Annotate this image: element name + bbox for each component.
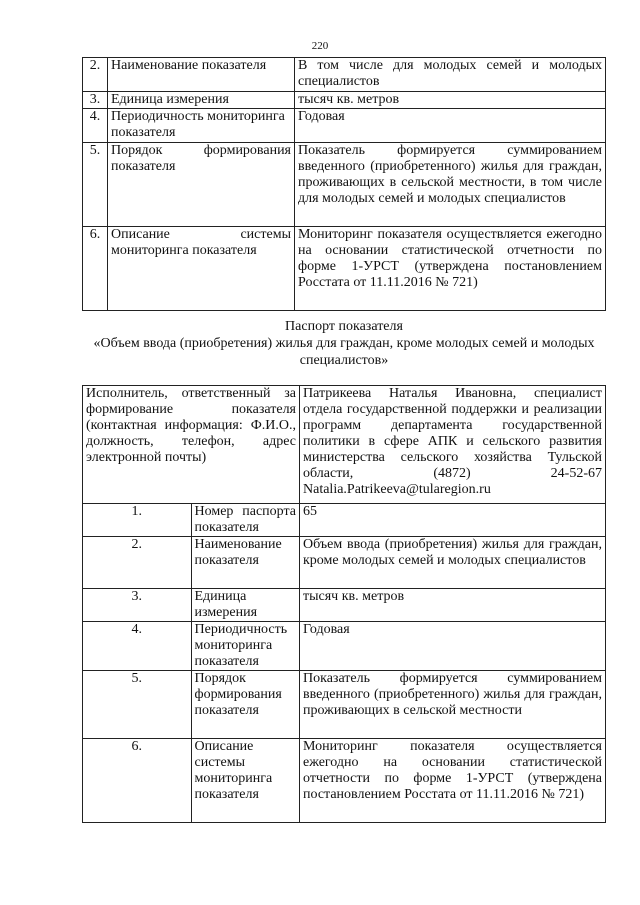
indicator-table-1 [82, 57, 606, 311]
row-number: 6. [83, 227, 108, 311]
table-row [83, 386, 606, 504]
row-name: Порядок формирования показателя [108, 143, 295, 227]
row-name: Описание системы мониторинга показателя [191, 739, 300, 823]
row-value: Объем ввода (приобретения) жилья для граждан, кроме молодых семей и молодых специалистов [300, 537, 606, 589]
row-name: Периодичность мониторинга показателя [191, 622, 300, 671]
table-row [83, 589, 606, 622]
row-number: 2. [83, 58, 108, 92]
row-value: тысяч кв. метров [295, 92, 606, 109]
table-row [83, 739, 606, 823]
row-name: Номер паспорта показателя [191, 504, 300, 537]
row-number: 4. [83, 109, 108, 143]
table-row [83, 92, 606, 109]
executor-value: Патрикеева Наталья Ивановна, специалист отдела государственной поддержки и реализации программ департамента государственной политики в сфере АПК и сельского развития министерства сельского хозяйства Тульской области, (4872) 24-52-67 Natalia.Patrikeeva@tularegion.ru [300, 386, 606, 504]
row-number: 1. [83, 504, 192, 537]
passport-title-line2: «Объем ввода (приобретения) жилья для граждан, кроме молодых семей и молодых специалистов» [93, 336, 595, 368]
row-value: Мониторинг показателя осуществляется ежегодно на основании статистической отчетности по форме 1-УРСТ (утверждена постановлением Росстата от 11.11.2016 № 721) [300, 739, 606, 823]
row-number: 5. [83, 671, 192, 739]
table-row [83, 537, 606, 589]
row-number: 5. [83, 143, 108, 227]
row-value: тысяч кв. метров [300, 589, 606, 622]
table-row [83, 109, 606, 143]
row-name: Единица измерения [108, 92, 295, 109]
row-number: 3. [83, 92, 108, 109]
row-name: Наименование показателя [108, 58, 295, 92]
passport-title [82, 318, 606, 369]
row-name: Порядок формирования показателя [191, 671, 300, 739]
row-name: Единица измерения [191, 589, 300, 622]
row-value: Годовая [295, 109, 606, 143]
table-row [83, 504, 606, 537]
row-number: 4. [83, 622, 192, 671]
table-row [83, 671, 606, 739]
row-value: Годовая [300, 622, 606, 671]
indicator-table-2 [82, 385, 606, 823]
row-name: Наименование показателя [191, 537, 300, 589]
executor-label: Исполнитель, ответственный за формирование показателя (контактная информация: Ф.И.О., должность, телефон, адрес электронной почты) [83, 386, 300, 504]
row-value: В том числе для молодых семей и молодых специалистов [295, 58, 606, 92]
row-value: Показатель формируется суммированием введенного (приобретенного) жилья для граждан, проживающих в сельской местности [300, 671, 606, 739]
row-name: Описание системы мониторинга показателя [108, 227, 295, 311]
passport-title-line1: Паспорт показателя [285, 319, 403, 334]
row-number: 6. [83, 739, 192, 823]
row-name: Периодичность мониторинга показателя [108, 109, 295, 143]
page-number: 220 [311, 40, 329, 52]
row-number: 2. [83, 537, 192, 589]
row-value: Мониторинг показателя осуществляется ежегодно на основании статистической отчетности по форме 1-УРСТ (утверждена постановлением Росстата от 11.11.2016 № 721) [295, 227, 606, 311]
table-row [83, 227, 606, 311]
table-row [83, 143, 606, 227]
row-value: 65 [300, 504, 606, 537]
row-value: Показатель формируется суммированием введенного (приобретенного) жилья для граждан, проживающих в сельской местности, в том числе для молодых семей и молодых специалистов [295, 143, 606, 227]
table-row [83, 58, 606, 92]
table-row [83, 622, 606, 671]
row-number: 3. [83, 589, 192, 622]
